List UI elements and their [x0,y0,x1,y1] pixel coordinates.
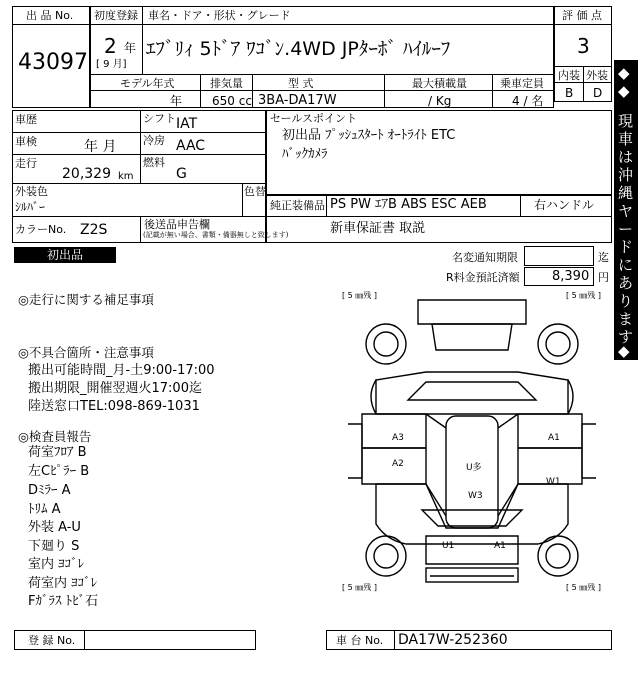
color-no-value: Z2S [80,222,108,238]
front-grille-outline [432,324,512,350]
tire-label-fl: [ 5 ㎜残 ] [342,291,377,300]
name-change-unit: 迄 [598,251,609,264]
inspection-label: 車検 [15,135,37,148]
defects-line: 搬出期限_開催翌週火17:00迄 [28,381,202,396]
shift-label: シフト [143,112,176,125]
banner-char: ま [618,310,634,328]
post-product-note: (記載が無い場合、書類・備器無しと致します) [143,231,289,239]
recycle-unit: 円 [598,271,609,284]
inspector-line: 室内 ﾖｺﾞﾚ [28,557,85,572]
banner-char: ヤ [618,202,634,220]
front-left-wheel-inner [374,332,398,356]
mileage-unit: km [118,171,134,182]
banner-char: す [618,328,634,346]
inspector-line: 荷室ﾌﾛｱ B [28,445,87,460]
rating-label: 評 価 点 [562,9,602,22]
banner-char: 沖 [618,166,634,184]
lot-number: 43097 [18,50,88,75]
mileage-value: 20,329 [62,166,111,182]
inspector-line: ﾄﾘﾑ A [28,502,61,517]
reg-year-unit: 年 [124,41,137,55]
color-no-label: カラーNo. [15,223,67,236]
first-listing-badge [14,247,116,263]
handle-value: 右ハンドル [534,198,595,212]
mark-right-front-door: A1 [548,433,560,443]
inspector-line: Fｶﾞﾗｽ ﾄﾋﾞ石 [28,594,99,609]
tire-label-fr: [ 5 ㎜残 ] [566,291,601,300]
okinawa-yard-banner [614,60,638,360]
car-name: ｴﾌﾞﾘｨ 5ﾄﾞｱ ﾜｺﾞﾝ.4WD JPﾀｰﾎﾞ ﾊｲﾙｰﾌ [146,38,451,60]
rear-right-wheel [538,536,578,576]
front-left-wheel [366,324,406,364]
rear-right-wheel-inner [546,544,570,568]
history-label: 車歴 [15,113,37,126]
sales-point-line: 初出品 ﾌﾟｯｼｭｽﾀｰﾄ ｵｰﾄﾗｲﾄ ETC [282,128,456,143]
rating-value: 3 [577,34,590,58]
rear-left-wheel [366,536,406,576]
displacement-label: 排気量 [210,77,243,90]
equipment-value: PS PW ｴｱB ABS ESC AEB [330,197,487,212]
chassis-value: DA17W-252360 [398,632,508,648]
mark-roof: U多 [466,463,482,473]
driving-title: ◎走行に関する補足事項 [18,292,154,307]
mark-rear-right: A1 [494,541,506,551]
ac-value: AAC [176,138,206,154]
sales-point-label: セールスポイント [270,112,358,125]
banner-char: あ [618,274,634,292]
roof-rear-pillar-r [498,484,518,516]
sales-point-line: ﾊﾞｯｸｶﾒﾗ [282,147,328,162]
interior-grade: B [565,86,574,100]
equipment-label: 純正装備品 [270,199,325,212]
car-damage-diagram [330,288,614,608]
windshield-inner [408,382,536,400]
reg-month: [ 9 月] [96,59,127,70]
car-name-label: 車名・ドア・形状・グレード [148,9,291,22]
post-product-label: 後送品申告欄 [144,218,210,231]
front-right-wheel [538,324,578,364]
banner-char: 縄 [618,184,634,202]
ext-color-label: 外装色 [15,185,48,198]
fuel-label: 燃料 [143,156,165,169]
defects-title: ◎不具合箇所・注意事項 [18,345,154,360]
color-change-label: 色替 [244,185,266,198]
mark-left-rear-door: A2 [392,459,404,469]
fuel-value: G [176,166,187,182]
ac-label: 冷房 [143,134,165,147]
banner-char: 車 [618,130,634,148]
reg-year: 2 [104,34,117,58]
exterior-grade: D [593,86,603,100]
inspector-line: 下廻り S [28,539,80,554]
mark-roof-lower: W3 [468,491,483,501]
banner-char: り [618,292,634,310]
warranty-value: 新車保証書 取説 [330,221,426,236]
roof-front-pillar [426,414,446,428]
ext-color-value: ｼﾙﾊﾞｰ [15,200,46,214]
recycle-label: R料金預託済額 [446,271,520,284]
chassis-label: 車 台 No. [336,634,384,647]
name-change-field [524,246,594,266]
name-change-label: 名変通知期限 [452,251,518,264]
type-label: 型 式 [288,77,314,90]
left-front-fender [371,380,376,414]
inspector-line: 左Cﾋﾟﾗｰ B [28,464,90,479]
roof-rear-pillar [426,484,446,516]
banner-char: ド [618,238,634,256]
inspection-value: 年 月 [84,139,117,155]
front-right-wheel-inner [546,332,570,356]
mark-rear-left: U1 [442,541,455,551]
tire-label-rl: [ 5 ㎜残 ] [342,583,377,592]
lot-label: 出 品 No. [26,9,74,22]
banner-char: に [618,256,634,274]
banner-char: ◆ [618,64,630,82]
capacity-label: 乗車定員 [500,77,544,90]
first-reg-label: 初度登録 [94,9,138,22]
banner-char: ◆ [618,342,630,360]
right-front-fender [568,380,573,414]
tire-label-rr: [ 5 ㎜残 ] [566,583,601,592]
max-load-value: / Kg [428,94,452,108]
mark-right-rear-door: W1 [546,477,561,487]
mileage-label: 走行 [15,157,37,170]
shift-value: IAT [176,116,198,132]
banner-char: ー [618,220,634,238]
rear-bumper [426,568,518,582]
inspector-line: Dﾐﾗｰ A [28,483,71,498]
inspector-line: 外装 A-U [28,520,81,535]
left-step-panel [348,424,362,478]
banner-char: は [618,148,634,166]
capacity-value: 4 / 名 [512,94,544,108]
rear-left-wheel-inner [374,544,398,568]
registration-label: 登 録 No. [28,634,76,647]
model-year-unit: 年 [170,94,183,108]
max-load-label: 最大積載量 [412,77,467,90]
defects-line: 搬出可能時間_月-土9:00-17:00 [28,363,215,378]
recycle-value: 8,390 [552,269,590,284]
interior-label: 内装 [558,69,580,82]
front-bumper-outline [418,300,526,324]
mark-left-front-door: A3 [392,433,404,443]
type-value: 3BA-DA17W [258,93,337,108]
displacement-value: 650 cc [212,94,252,108]
banner-char: ◆ [618,82,630,100]
model-year-label: モデル年式 [120,77,175,90]
inspector-title: ◎検査員報告 [18,429,92,444]
rear-window-inner [422,510,522,526]
inspector-line: 荷室内 ﾖｺﾞﾚ [28,576,98,591]
badge-text: 初出品 [46,248,83,262]
windshield-outline [376,372,568,414]
exterior-label: 外装 [586,69,608,82]
banner-char: 現 [618,112,634,130]
right-step-panel [582,424,596,478]
defects-line: 陸送窓口TEL:098-869-1031 [28,399,200,414]
roof-front-pillar-r [498,414,518,428]
